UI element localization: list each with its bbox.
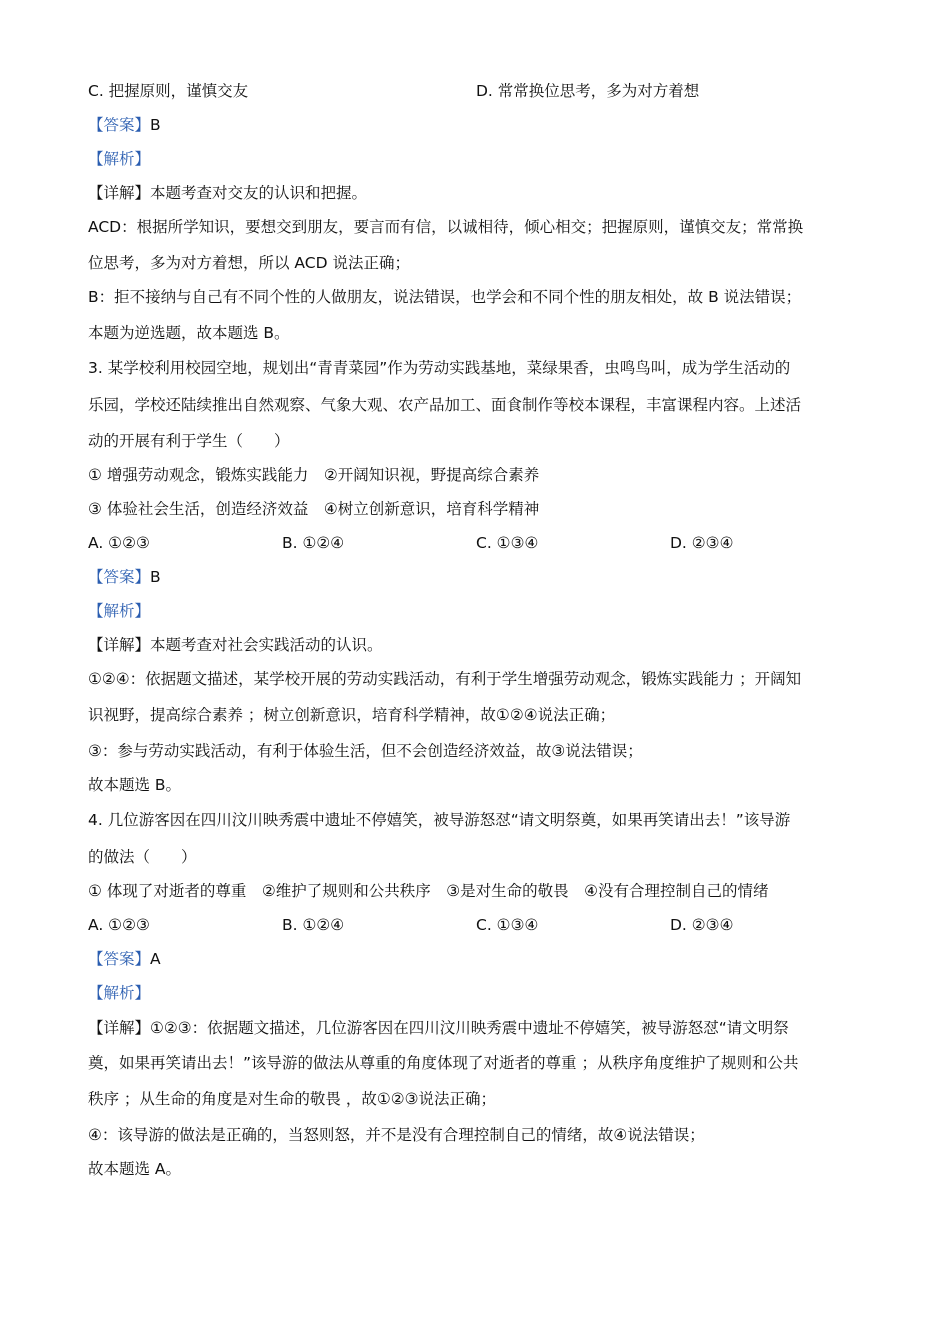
q3-detail-line: ③：参与劳动实践活动，有利于体验生活，但不会创造经济效益，故③说法错误； [88, 742, 643, 760]
q2-detail-line: B：拒不接纳与自己有不同个性的人做朋友，说法错误，也学会和不同个性的朋友相处，故 B 说法错误； [88, 288, 802, 306]
q4-stem-line: 的做法（ ） [88, 848, 197, 866]
q2-option-c: C. 把握原则，谨慎交友 [88, 82, 249, 100]
q4-detail-line: 奠，如果再笑请出去！”该导游的做法从尊重的角度体现了对逝者的尊重 ；从秩序角度维护了规则和公共 [88, 1054, 799, 1072]
q4-option-b: B. ①②④ [282, 916, 345, 934]
q3-option-b: B. ①②④ [282, 534, 345, 552]
q3-detail-line: 【详解】本题考查对社会实践活动的认识。 [88, 636, 383, 654]
q4-detail-line: 【详解】①②③：依据题文描述，几位游客因在四川汶川映秀震中遗址不停嬉笑，被导游怒怼“请文明祭 [88, 1019, 789, 1037]
q4-detail-line: 故本题选 A。 [88, 1160, 182, 1178]
q3-analysis-tag: 【解析】 [88, 602, 151, 620]
q4-analysis-tag: 【解析】 [88, 984, 151, 1002]
q2-analysis-tag: 【解析】 [88, 150, 151, 168]
q3-answer [88, 566, 161, 588]
answer-value: B [150, 116, 161, 134]
q2-detail-line: 本题为逆选题，故本题选 B。 [88, 324, 290, 342]
answer-tag: 【答案】 [88, 568, 151, 586]
q4-option-c: C. ①③④ [476, 916, 539, 934]
q3-detail-line: 识视野，提高综合素养 ；树立创新意识，培育科学精神，故①②④说法正确； [88, 706, 616, 724]
q2-detail-line: 位思考，多为对方着想，所以 ACD 说法正确； [88, 254, 410, 272]
q3-option-d: D. ②③④ [670, 534, 734, 552]
q4-statement-line: ① 体现了对逝者的尊重 ②维护了规则和公共秩序 ③是对生命的敬畏 ④没有合理控制自己的情绪 [88, 882, 769, 900]
q2-option-d: D. 常常换位思考，多为对方着想 [476, 82, 700, 100]
answer-value: B [150, 568, 161, 586]
q3-statement-line: ③ 体验社会生活，创造经济效益 ④树立创新意识，培育科学精神 [88, 500, 540, 518]
answer-value: A [150, 950, 161, 968]
q2-detail-line: ACD：根据所学知识，要想交到朋友，要言而有信，以诚相待，倾心相交；把握原则，谨慎交友；常常换 [88, 218, 804, 236]
answer-tag: 【答案】 [88, 116, 151, 134]
q4-detail-line: 秩序 ；从生命的角度是对生命的敬畏 ，故①②③说法正确； [88, 1090, 497, 1108]
q3-statement-line: ① 增强劳动观念，锻炼实践能力 ②开阔知识视，野提高综合素养 [88, 466, 540, 484]
q4-answer [88, 948, 161, 970]
q3-stem-line: 乐园，学校还陆续推出自然观察、气象大观、农产品加工、面食制作等校本课程，丰富课程内容。上述活 [88, 396, 802, 414]
q3-stem-line: 动的开展有利于学生（ ） [88, 432, 290, 450]
q3-option-a: A. ①②③ [88, 534, 150, 552]
q3-option-c: C. ①③④ [476, 534, 539, 552]
q3-detail-line: ①②④：依据题文描述，某学校开展的劳动实践活动，有利于学生增强劳动观念，锻炼实践能力 ；开阔知 [88, 670, 802, 688]
answer-tag: 【答案】 [88, 950, 151, 968]
q4-detail-line: ④：该导游的做法是正确的，当怒则怒，并不是没有合理控制自己的情绪，故④说法错误； [88, 1126, 705, 1144]
q2-answer [88, 114, 161, 136]
q4-stem-line: 4. 几位游客因在四川汶川映秀震中遗址不停嬉笑，被导游怒怼“请文明祭奠，如果再笑请出去！”该导游 [88, 811, 791, 829]
q3-stem-line: 3. 某学校利用校园空地，规划出“青青菜园”作为劳动实践基地，菜绿果香，虫鸣鸟叫，成为学生活动的 [88, 359, 791, 377]
q4-option-d: D. ②③④ [670, 916, 734, 934]
q4-option-a: A. ①②③ [88, 916, 150, 934]
q2-detail-line: 【详解】本题考查对交友的认识和把握。 [88, 184, 368, 202]
q3-detail-line: 故本题选 B。 [88, 776, 182, 794]
